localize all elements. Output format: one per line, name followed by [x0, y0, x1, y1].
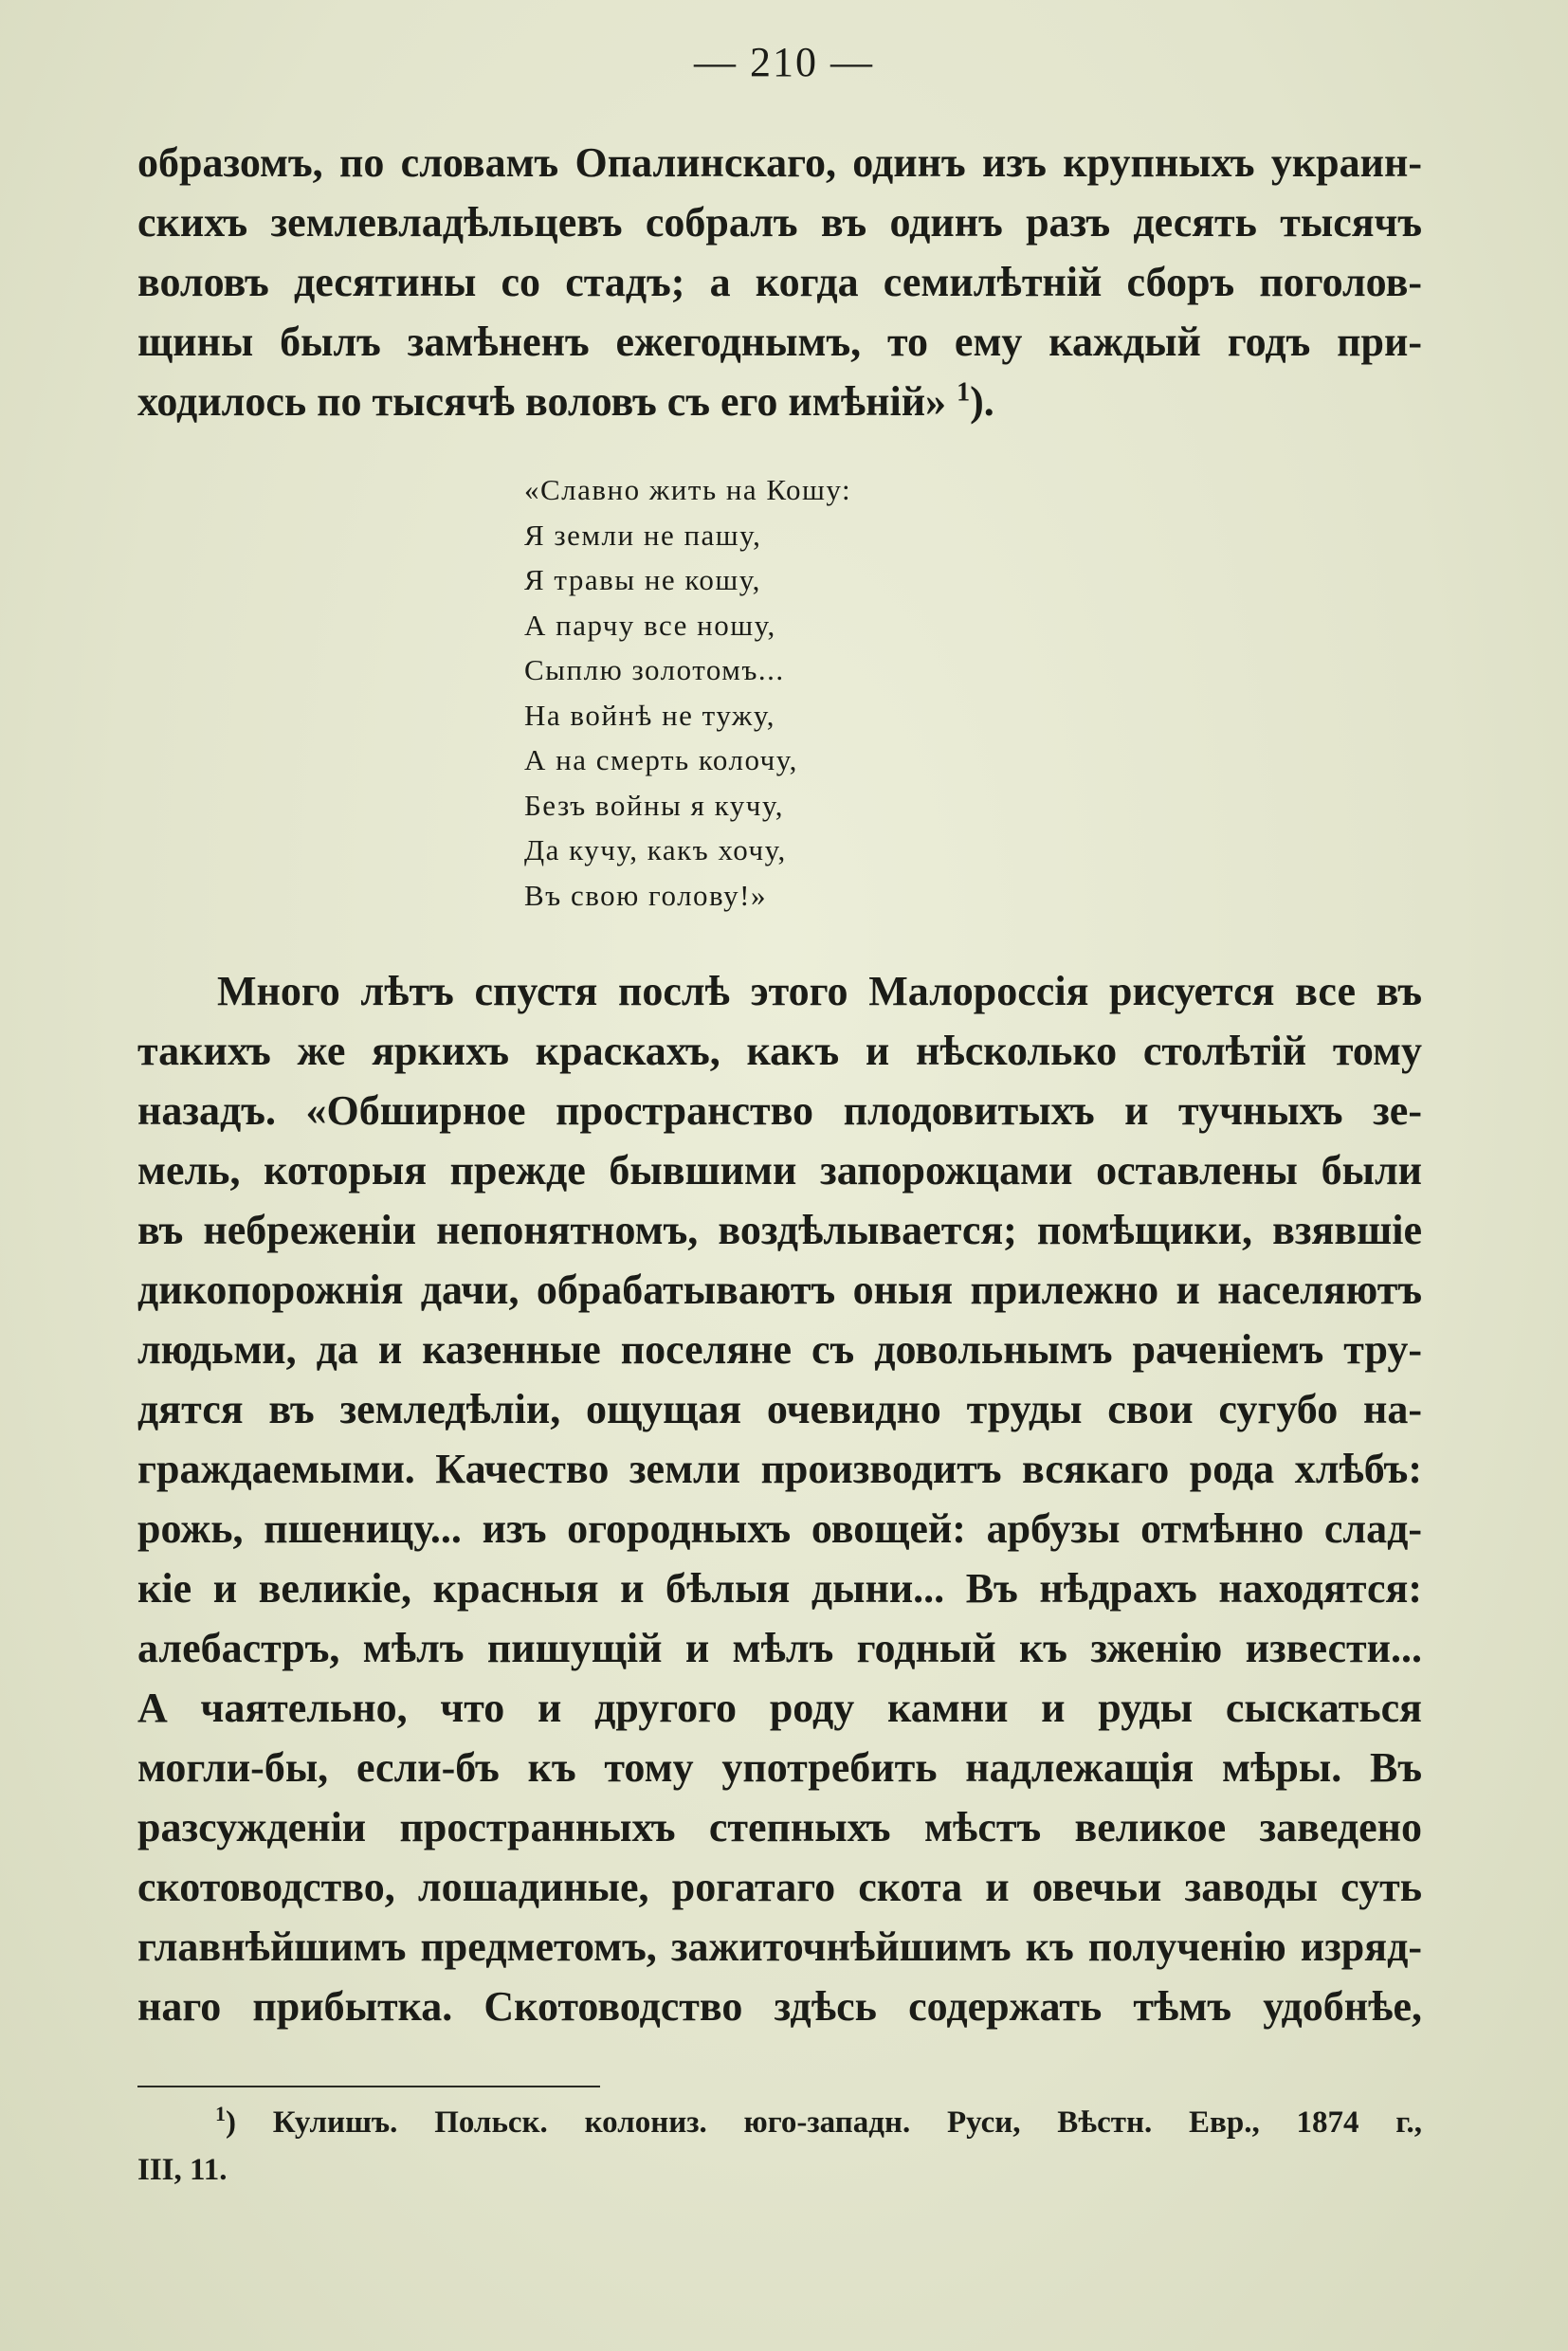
- paragraph-2-line: дятся въ земледѣліи, ощущая очевидно труды свои сугубо на-: [137, 1386, 1422, 1432]
- poem-line: Я земли не пашу,: [524, 518, 762, 552]
- paragraph-1-line: скихъ землевладѣльцевъ собралъ въ одинъ разъ десять тысячъ: [137, 199, 1422, 246]
- paragraph-1-line: воловъ десятины со стадъ; а когда семилѣтній сборъ поголов-: [137, 259, 1422, 305]
- paragraph-2-line: людьми, да и казенные поселяне съ довольнымъ раченіемъ тру-: [137, 1326, 1422, 1373]
- paragraph-1-line-text: ходилось по тысячѣ воловъ съ его имѣній»: [137, 378, 947, 425]
- paragraph-2-line: главнѣйшимъ предметомъ, зажиточнѣйшимъ къ полученію изряд-: [137, 1923, 1422, 1970]
- paragraph-2-line: наго прибытка. Скотоводство здѣсь содержать тѣмъ удобнѣе,: [137, 1983, 1422, 2030]
- paragraph-2-line: граждаемыми. Качество земли производитъ всякаго рода хлѣбъ:: [137, 1446, 1422, 1492]
- footnote-marker: 1: [215, 2102, 226, 2125]
- poem-line: А парчу все ношу,: [524, 608, 776, 642]
- footnote-divider: [137, 2086, 600, 2087]
- paragraph-2-line: дикопорожнія дачи, обрабатываютъ оныя прилежно и населяютъ: [137, 1267, 1422, 1313]
- paragraph-1-line: образомъ, по словамъ Опалинскаго, одинъ изъ крупныхъ украин-: [137, 139, 1422, 186]
- paragraph-2-line: А чаятельно, что и другого роду камни и руды сыскаться: [137, 1685, 1422, 1731]
- paragraph-2-line: разсужденіи пространныхъ степныхъ мѣстъ великое заведено: [137, 1804, 1422, 1850]
- paragraph-2-line: назадъ. «Обширное пространство плодовитыхъ и тучныхъ зе-: [137, 1087, 1422, 1134]
- paragraph-2-line: кіе и великіе, красныя и бѣлыя дыни... Въ нѣдрахъ находятся:: [137, 1565, 1422, 1612]
- paragraph-2: [137, 961, 1422, 2036]
- paragraph-2-line: рожь, пшеницу... изъ огородныхъ овощей: арбузы отмѣнно слад-: [137, 1505, 1422, 1552]
- poem-line: Да кучу, какъ хочу,: [524, 833, 787, 866]
- paragraph-2-line: въ небреженіи непонятномъ, воздѣлывается; помѣщики, взявшіе: [137, 1207, 1422, 1253]
- poem-quote: [524, 467, 1017, 918]
- footnote-line: III, 11.: [137, 2153, 228, 2187]
- poem-line: А на смерть колочу,: [524, 743, 798, 776]
- poem-line: Въ свою голову!»: [524, 878, 767, 912]
- paragraph-1-line: щины былъ замѣненъ ежегоднымъ, то ему каждый годъ при-: [137, 319, 1422, 365]
- page-number: — 210 —: [694, 39, 874, 85]
- poem-line: На войнѣ не тужу,: [524, 698, 775, 732]
- poem-line: Я травы не кошу,: [524, 563, 761, 596]
- poem-line: Сыплю золотомъ...: [524, 653, 785, 686]
- paragraph-2-line: могли-бы, если-бъ къ тому употребить надлежащія мѣры. Въ: [137, 1744, 1422, 1791]
- poem-line: Безъ войны я кучу,: [524, 788, 784, 822]
- poem-line: «Славно жить на Кошу:: [524, 473, 852, 506]
- paragraph-1: [137, 133, 1422, 431]
- footnote-line-text: ) Кулишъ. Польск. колониз. юго-западн. Руси, Вѣстн. Евр., 1874 г.,: [226, 2105, 1422, 2140]
- paragraph-2-line: скотоводство, лошадиные, рогатаго скота и овечьи заводы суть: [137, 1864, 1422, 1910]
- footnote-line: [137, 2099, 1422, 2146]
- paragraph-2-line: Много лѣтъ спустя послѣ этого Малороссія рисуется все въ: [217, 968, 1422, 1014]
- paragraph-2-line: такихъ же яркихъ краскахъ, какъ и нѣсколько столѣтій тому: [137, 1028, 1422, 1074]
- footnote: [137, 2099, 1422, 2194]
- paragraph-1-tail: ).: [970, 378, 994, 425]
- footnote-reference[interactable]: 1: [957, 377, 971, 408]
- paragraph-1-last-line: [137, 372, 1422, 431]
- paragraph-2-line: алебастръ, мѣлъ пишущій и мѣлъ годный къ зженію извести...: [137, 1625, 1422, 1671]
- paragraph-2-line: мель, которыя прежде бывшими запорожцами оставлены были: [137, 1147, 1422, 1194]
